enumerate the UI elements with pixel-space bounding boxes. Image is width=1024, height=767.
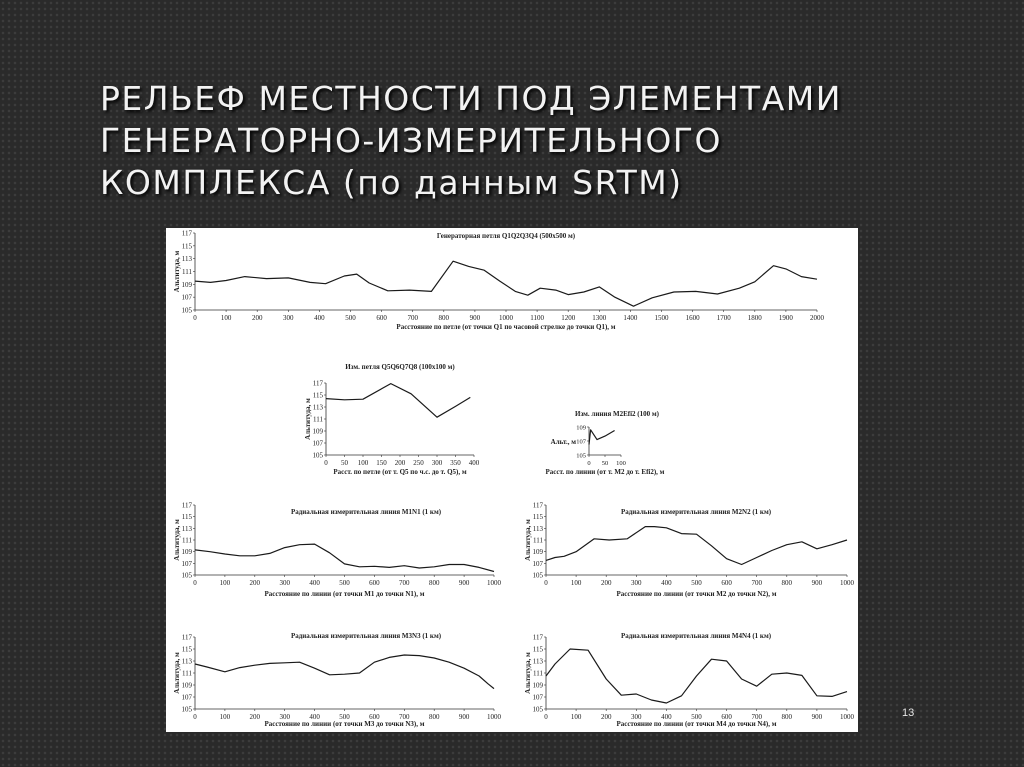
x-tick-label: 800: [781, 713, 793, 721]
x-tick-label: 900: [458, 579, 470, 587]
x-tick-label: 200: [249, 579, 261, 587]
y-tick-label: 115: [312, 391, 323, 400]
y-tick-label: 113: [532, 657, 543, 666]
x-tick-label: 200: [600, 579, 612, 587]
y-tick-label: 109: [312, 427, 323, 436]
y-axis-label: Альтитуда, м: [524, 519, 532, 561]
series-line: [195, 544, 494, 571]
x-tick-label: 1700: [716, 314, 731, 322]
x-tick-label: 200: [394, 459, 406, 467]
x-tick-label: 0: [587, 460, 591, 467]
y-tick-label: 111: [313, 415, 323, 424]
x-tick-label: 600: [721, 579, 732, 587]
series-line: [326, 384, 470, 418]
y-tick-label: 111: [533, 669, 543, 678]
x-tick-label: 1000: [499, 314, 513, 322]
x-tick-label: 1600: [685, 314, 700, 322]
x-tick-label: 1400: [623, 314, 638, 322]
x-tick-label: 500: [339, 579, 350, 587]
y-tick-label: 105: [181, 705, 192, 714]
x-tick-label: 900: [811, 579, 823, 587]
x-tick-label: 600: [369, 579, 380, 587]
x-axis-label: Расстояние по линии (от точки M4 до точки N4), м: [616, 720, 777, 728]
y-tick-label: 113: [181, 657, 192, 666]
x-tick-label: 400: [661, 579, 672, 587]
x-tick-label: 700: [407, 314, 418, 322]
series-line: [195, 655, 494, 689]
y-tick-label: 107: [181, 559, 192, 568]
series-line: [195, 261, 817, 306]
title-line-1: РЕЛЬЕФ МЕСТНОСТИ ПОД ЭЛЕМЕНТАМИ: [100, 79, 842, 118]
x-tick-label: 600: [721, 713, 732, 721]
x-tick-label: 200: [251, 314, 263, 322]
x-tick-label: 150: [376, 459, 387, 467]
y-tick-label: 105: [532, 571, 543, 580]
chart-title: Изм. петля Q5Q6Q7Q8 (100x100 м): [345, 363, 455, 371]
x-tick-label: 200: [249, 713, 261, 721]
terrain-profiles-figure: [166, 228, 858, 732]
y-tick-label: 107: [181, 693, 192, 702]
y-tick-label: 105: [532, 705, 543, 714]
series-line: [589, 430, 615, 445]
x-tick-label: 800: [428, 713, 440, 721]
x-tick-label: 100: [570, 713, 582, 721]
y-tick-label: 115: [181, 513, 192, 522]
chart-title: Радиальная измерительная линия M2N2 (1 км): [620, 508, 772, 516]
y-tick-label: 109: [181, 681, 192, 690]
y-axis-label: Альт., м: [550, 438, 576, 446]
y-tick-label: 105: [576, 452, 586, 460]
x-tick-label: 300: [279, 713, 290, 721]
y-axis-label: Альтитуда, м: [304, 398, 312, 440]
x-tick-label: 350: [450, 459, 461, 467]
y-axis-label: Альтитуда, м: [524, 652, 532, 694]
x-tick-label: 300: [431, 459, 443, 467]
x-tick-label: 1000: [487, 713, 501, 721]
title-line-3: КОМПЛЕКСА (по данным SRTM): [100, 163, 683, 202]
x-tick-label: 0: [324, 459, 328, 467]
chart-title: Радиальная измерительная линия M1N1 (1 км): [290, 508, 442, 516]
y-tick-label: 115: [181, 242, 192, 251]
page-number: 13: [902, 707, 915, 719]
x-tick-label: 900: [458, 713, 470, 721]
x-tick-label: 600: [376, 314, 387, 322]
y-tick-label: 111: [533, 536, 543, 545]
title-line-2: ГЕНЕРАТОРНО-ИЗМЕРИТЕЛЬНОГО: [100, 121, 722, 160]
y-tick-label: 115: [532, 513, 543, 522]
y-tick-label: 105: [181, 571, 192, 580]
x-tick-label: 300: [631, 579, 642, 587]
y-tick-label: 113: [532, 524, 543, 533]
chart-title: Изм. линия M2Efi2 (100 м): [575, 410, 659, 418]
y-tick-label: 117: [181, 229, 192, 238]
y-tick-label: 115: [181, 645, 192, 654]
x-tick-label: 500: [691, 579, 702, 587]
y-tick-label: 111: [182, 536, 192, 545]
y-tick-label: 107: [532, 693, 543, 702]
x-tick-label: 700: [751, 713, 762, 721]
y-tick-label: 109: [576, 424, 586, 432]
y-tick-label: 111: [182, 669, 192, 678]
x-tick-label: 400: [309, 579, 320, 587]
y-tick-label: 107: [181, 293, 192, 302]
x-tick-label: 800: [781, 579, 793, 587]
x-axis-label: Расст. по линии (от т. M2 до т. Efi2), м: [545, 468, 665, 476]
x-tick-label: 700: [751, 579, 762, 587]
y-axis-label: Альтитуда, м: [173, 652, 181, 694]
x-tick-label: 1300: [592, 314, 607, 322]
x-tick-label: 800: [428, 579, 440, 587]
x-tick-label: 1000: [840, 579, 854, 587]
x-tick-label: 500: [345, 314, 356, 322]
y-tick-label: 109: [181, 280, 192, 289]
x-tick-label: 500: [339, 713, 350, 721]
y-tick-label: 117: [532, 501, 543, 510]
x-axis-label: Расстояние по петле (от точки Q1 по часовой стрелке до точки Q1), м: [396, 323, 616, 331]
x-tick-label: 300: [279, 579, 290, 587]
x-tick-label: 1900: [778, 314, 793, 322]
x-tick-label: 2000: [810, 314, 824, 322]
y-tick-label: 105: [181, 306, 192, 315]
x-tick-label: 50: [341, 459, 348, 467]
x-tick-label: 1100: [530, 314, 544, 322]
y-tick-label: 111: [182, 268, 192, 276]
x-axis-label: Расст. по петле (от т. Q5 по ч.с. до т. Q5), м: [333, 468, 467, 476]
y-tick-label: 109: [532, 548, 543, 557]
x-tick-label: 400: [314, 314, 325, 322]
x-tick-label: 100: [219, 579, 231, 587]
y-tick-label: 107: [312, 439, 323, 448]
x-tick-label: 800: [438, 314, 450, 322]
slide-title: [100, 78, 960, 204]
y-tick-label: 107: [532, 559, 543, 568]
y-tick-label: 117: [181, 633, 192, 642]
y-tick-label: 115: [532, 645, 543, 654]
x-tick-label: 400: [661, 713, 672, 721]
x-tick-label: 1000: [487, 579, 501, 587]
series-line: [546, 649, 847, 703]
x-tick-label: 100: [616, 460, 626, 467]
chart-title: Радиальная измерительная линия M4N4 (1 км): [620, 632, 772, 640]
x-tick-label: 700: [399, 713, 410, 721]
y-tick-label: 117: [312, 379, 323, 388]
y-tick-label: 113: [181, 524, 192, 533]
x-tick-label: 100: [570, 579, 582, 587]
y-tick-label: 107: [576, 438, 586, 446]
x-tick-label: 50: [601, 460, 609, 467]
x-tick-label: 1200: [561, 314, 576, 322]
y-axis-label: Альтитуда, м: [173, 250, 181, 293]
y-tick-label: 105: [312, 451, 323, 460]
x-tick-label: 1000: [840, 713, 854, 721]
x-tick-label: 100: [220, 314, 232, 322]
x-tick-label: 100: [357, 459, 369, 467]
series-line: [546, 527, 847, 565]
chart-title: Радиальная измерительная линия M3N3 (1 км): [290, 632, 442, 640]
x-tick-label: 100: [219, 713, 231, 721]
x-axis-label: Расстояние по линии (от точки M2 до точки N2), м: [616, 590, 777, 598]
x-tick-label: 0: [193, 579, 197, 587]
x-tick-label: 0: [193, 713, 197, 721]
x-axis-label: Расстояние по линии (от точки M1 до точки N1), м: [264, 590, 425, 598]
terrain-profile-charts: [166, 228, 858, 732]
y-tick-label: 109: [181, 548, 192, 557]
x-tick-label: 900: [469, 314, 481, 322]
x-tick-label: 200: [600, 713, 612, 721]
x-tick-label: 0: [193, 314, 197, 322]
y-tick-label: 113: [181, 255, 192, 264]
y-tick-label: 117: [181, 501, 192, 510]
y-axis-label: Альтитуда, м: [173, 519, 181, 561]
chart-title: Генераторная петля Q1Q2Q3Q4 (500x500 м): [436, 232, 576, 240]
x-tick-label: 250: [413, 459, 424, 467]
x-tick-label: 300: [631, 713, 642, 721]
x-axis-label: Расстояние по линии (от точки M3 до точки N3), м: [264, 720, 425, 728]
x-tick-label: 900: [811, 713, 823, 721]
x-tick-label: 400: [468, 459, 480, 467]
x-tick-label: 1800: [747, 314, 762, 322]
x-tick-label: 400: [309, 713, 320, 721]
x-tick-label: 600: [369, 713, 380, 721]
x-tick-label: 0: [544, 713, 548, 721]
x-tick-label: 300: [283, 314, 294, 322]
x-tick-label: 1500: [654, 314, 669, 322]
y-tick-label: 109: [532, 681, 543, 690]
x-tick-label: 700: [399, 579, 410, 587]
y-tick-label: 117: [532, 633, 543, 642]
x-tick-label: 500: [691, 713, 702, 721]
x-tick-label: 0: [544, 579, 548, 587]
y-tick-label: 113: [312, 403, 323, 412]
